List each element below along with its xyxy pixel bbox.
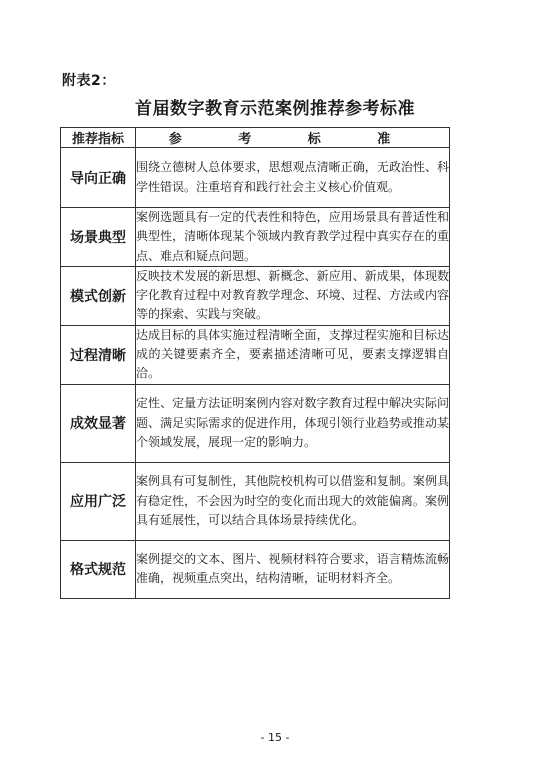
criteria-table (60, 127, 450, 599)
indicator-cell: 导向正确 (61, 148, 136, 208)
indicator-cell: 模式创新 (61, 266, 136, 325)
indicator-cell: 成效显著 (61, 384, 136, 462)
table-row (61, 148, 450, 208)
appendix-label: 附表2： (62, 73, 116, 89)
standard-cell: 案例选题具有一定的代表性和特色，应用场景具有普适性和典型性，清晰体现某个领域内教育教学过程中真实存在的重点、难点和疑点问题。 (136, 208, 450, 267)
standard-cell: 达成目标的具体实施过程清晰全面，支撑过程实施和目标达成的关键要素齐全，要素描述清晰可见，要素支撑逻辑自洽。 (136, 325, 450, 384)
standard-cell: 反映技术发展的新思想、新概念、新应用、新成果，体现数字化教育过程中对教育教学理念、环境、过程、方法或内容等的探索、实践与突破。 (136, 266, 450, 325)
header-indicator: 推荐指标 (61, 128, 136, 148)
indicator-cell: 格式规范 (61, 540, 136, 598)
standard-cell: 定性、定量方法证明案例内容对数字教育过程中解决实际问题、满足实际需求的促进作用，体现引领行业趋势或推动某个领域发展，展现一定的影响力。 (136, 384, 450, 462)
page-title: 首届数字教育示范案例推荐参考标准 (135, 99, 415, 119)
page-number: - 15 - (260, 731, 290, 744)
table-row (61, 384, 450, 462)
standard-cell: 围绕立德树人总体要求，思想观点清晰正确，无政治性、科学性错误。注重培育和践行社会主义核心价值观。 (136, 148, 450, 208)
table-row (61, 266, 450, 325)
table-row (61, 208, 450, 267)
table-row (61, 462, 450, 540)
table-row (61, 325, 450, 384)
table-row (61, 540, 450, 598)
table-header-row (61, 128, 450, 148)
indicator-cell: 应用广泛 (61, 462, 136, 540)
header-standard: 参 考 标 准 (136, 128, 450, 148)
standard-cell: 案例提交的文本、图片、视频材料符合要求，语言精炼流畅准确，视频重点突出，结构清晰，证明材料齐全。 (136, 540, 450, 598)
indicator-cell: 场景典型 (61, 208, 136, 267)
standard-cell: 案例具有可复制性，其他院校机构可以借鉴和复制。案例具有稳定性，不会因为时空的变化而出现大的效能偏离。案例具有延展性，可以结合具体场景持续优化。 (136, 462, 450, 540)
indicator-cell: 过程清晰 (61, 325, 136, 384)
